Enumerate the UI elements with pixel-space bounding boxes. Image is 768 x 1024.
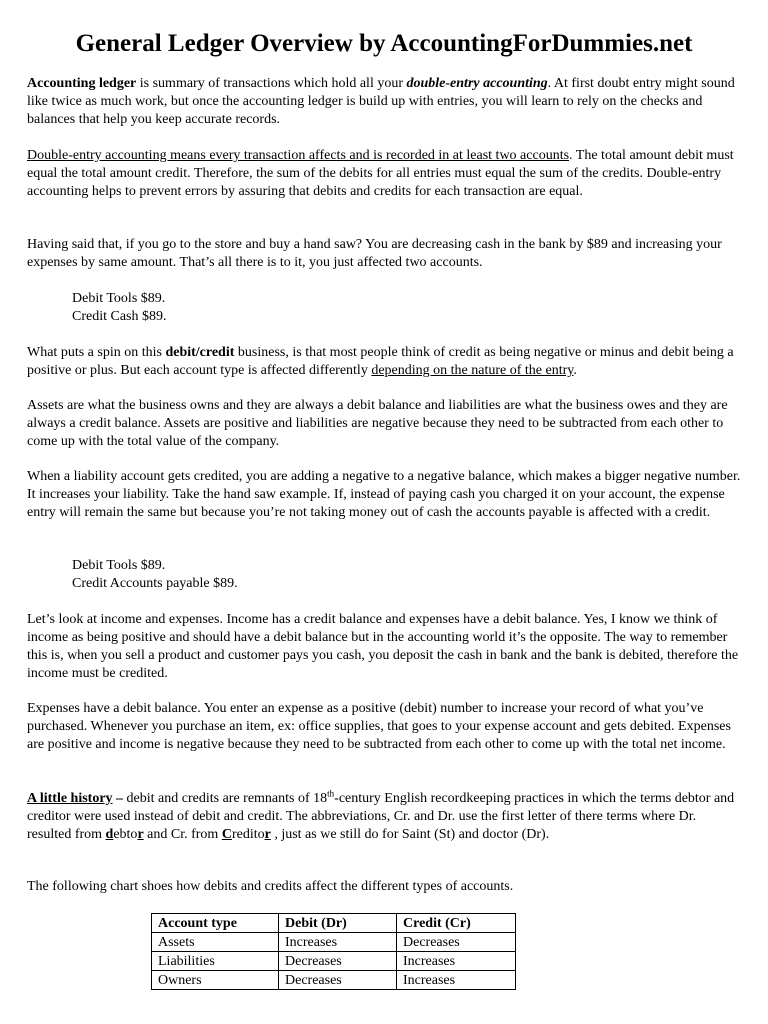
journal-entry-debit: Debit Tools $89. xyxy=(72,291,166,306)
chart-intro: The following chart shoes how debits and credits affect the different types of accounts. xyxy=(27,879,514,894)
table-cell: Owners xyxy=(152,971,279,990)
paragraph-hand-saw: Having said that, if you go to the store and buy a hand saw? You are decreasing cash in the bank by $89 and increasing your expenses by same amount. That’s all there is to it, you just affected two accounts. xyxy=(27,237,722,270)
paragraph-income-expenses: Let’s look at income and expenses. Income has a credit balance and expenses have a debit balance. Yes, I know we think of income as being positive and should have a debit balance but in the accounting world it’s the opposite. The way to remember this is, when you sell a product and customer pays you cash, you deposit the cash in bank and the bank is debited, therefore the income must be credited. xyxy=(27,612,739,681)
journal-entry-credit-2: Credit Accounts payable $89. xyxy=(72,576,238,591)
debtor-letter-d: d xyxy=(105,827,114,842)
debit-credit-table xyxy=(151,913,516,990)
creditor-letter-r: r xyxy=(264,827,271,842)
table-cell: Decreases xyxy=(279,952,397,971)
text-span: redito xyxy=(231,827,265,842)
text-span: -century English recordkeeping practices in which the terms debtor and creditor were used instead of debit and credit. The abbreviations, Cr. and Dr. use the first letter of there terms where Dr. resulted from xyxy=(27,791,735,842)
bold-debit-credit: debit/credit xyxy=(165,345,235,360)
table-cell: Assets xyxy=(152,933,279,952)
text-span: , just as we still do for Saint (St) and doctor (Dr). xyxy=(270,827,550,842)
paragraph-little-history xyxy=(27,790,741,844)
text-span: and Cr. from xyxy=(143,827,222,842)
creditor-letter-c: C xyxy=(221,827,232,842)
underlined-definition: Double-entry accounting means every transaction affects and is recorded in at least two accounts xyxy=(27,148,570,163)
text-span: . The total amount debit must equal the total amount credit. Therefore, the sum of the debits for all entries must equal the sum of the credits. Double-entry accounting helps to prevent errors by assuring that debits and credits for each transaction are equal. xyxy=(27,148,734,199)
table-cell: Increases xyxy=(397,971,516,990)
text-span: debit and credits are remnants of 18 xyxy=(123,791,328,806)
emphasis-double-entry: double-entry accounting xyxy=(406,76,548,91)
table-cell: Increases xyxy=(397,952,516,971)
paragraph-accounting-ledger xyxy=(27,75,741,129)
text-span: . xyxy=(573,363,577,378)
table-header-cell: Debit (Dr) xyxy=(279,914,397,933)
text-span: business, is that most people think of credit as being negative or minus and debit being a positive or plus. But each account type is affected differently xyxy=(27,345,734,378)
text-span: What puts a spin on this xyxy=(27,345,166,360)
text-span: ebto xyxy=(113,827,138,842)
table-row xyxy=(152,971,516,990)
table-cell: Liabilities xyxy=(152,952,279,971)
journal-entry-debit-2: Debit Tools $89. xyxy=(72,558,166,573)
paragraph-expenses-debit: Expenses have a debit balance. You enter an expense as a positive (debit) number to increase your record of what you’ve purchased. Whenever you purchase an item, ex: office supplies, that goes to your expense account and gets debited. Expenses are positive and income is negative because they need to be subtracted from each other to come up with the total net income. xyxy=(27,701,731,752)
table-header-cell: Account type xyxy=(152,914,279,933)
table-cell: Decreases xyxy=(397,933,516,952)
table-header-row xyxy=(152,914,516,933)
text-span: is summary of transactions which hold all your xyxy=(136,76,407,91)
table-cell: Decreases xyxy=(279,971,397,990)
paragraph-liability-credited: When a liability account gets credited, you are adding a negative to a negative balance, which makes a bigger negative number. It increases your liability. Take the hand saw example. If, instead of paying cash you charged it on your account, the expense entry will remain the same but because you’re not taking money out of cash the accounts payable is affected with a credit. xyxy=(27,469,741,520)
page-title: General Ledger Overview by AccountingForDummies.net xyxy=(75,30,693,57)
table-header-cell: Credit (Cr) xyxy=(397,914,516,933)
text-span: – xyxy=(112,791,124,806)
table-cell: Increases xyxy=(279,933,397,952)
term-accounting-ledger: Accounting ledger xyxy=(27,76,137,91)
paragraph-debit-credit-spin xyxy=(27,344,741,380)
debtor-letter-r: r xyxy=(137,827,144,842)
underlined-nature-of-entry: depending on the nature of the entry xyxy=(371,363,574,378)
history-heading: A little history xyxy=(27,791,113,806)
paragraph-double-entry xyxy=(27,147,741,201)
superscript-th: th xyxy=(327,788,335,799)
paragraph-assets-liabilities: Assets are what the business owns and they are always a debit balance and liabilities are what the business owes and they are always a credit balance. Assets are positive and liabilities are negative because they need to be subtracted from each other to come up with the total value of the company. xyxy=(27,398,728,449)
text-span: . At first doubt entry might sound like twice as much work, but once the accounting ledger is build up with entries, you will learn to rely on the checks and balances that help you keep accurate records. xyxy=(27,76,735,127)
table-row xyxy=(152,933,516,952)
table-row xyxy=(152,952,516,971)
journal-entry-credit: Credit Cash $89. xyxy=(72,309,167,324)
